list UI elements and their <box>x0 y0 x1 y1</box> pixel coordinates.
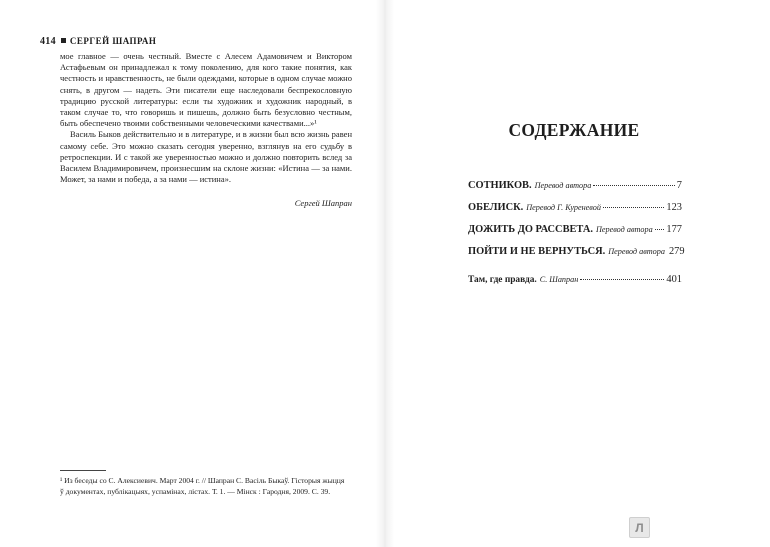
toc-entry-page: 123 <box>666 202 682 213</box>
toc-entry-translator: Перевод автора <box>534 181 592 190</box>
right-page <box>394 0 770 547</box>
body-text <box>60 51 352 210</box>
toc-entry[interactable] <box>468 180 682 202</box>
toc-entry-title: Там, где правда. <box>468 275 537 285</box>
toc-entry-translator: Перевод автора <box>608 247 665 256</box>
toc-entry-translator: С. Шапран <box>539 275 579 284</box>
dot-leader <box>655 229 665 230</box>
toc-entry[interactable] <box>468 202 682 224</box>
book-gutter <box>376 0 394 547</box>
dot-leader <box>603 207 664 208</box>
toc-entry-title: СОТНИКОВ. <box>468 180 532 191</box>
left-page <box>0 0 380 547</box>
running-title: СЕРГЕЙ ШАПРАН <box>69 36 157 46</box>
toc-entry-title: ДОЖИТЬ ДО РАССВЕТА. <box>468 224 593 235</box>
table-of-contents <box>468 180 685 296</box>
footnote-line: ў документах, публікацыях, успамінах, лістах. Т. 1. — Мінск : Гародня, 2009. С. 39. <box>60 486 331 496</box>
litres-logo-icon <box>629 517 650 538</box>
toc-entry-title: ОБЕЛИСК. <box>468 202 524 213</box>
toc-entry[interactable] <box>468 274 682 296</box>
dot-leader <box>580 279 664 280</box>
running-head <box>40 36 156 47</box>
footnote-line: ¹ Из беседы со С. Алексиевич. Март 2004 г. // Шапран С. Васіль Быкаў. Гісторыя жыцця <box>60 476 345 485</box>
toc-entry-title: ПОЙТИ И НЕ ВЕРНУТЬСЯ. <box>468 246 606 257</box>
square-bullet-icon <box>61 38 66 43</box>
watermark-letter: Л <box>635 520 644 535</box>
toc-entry-page: 7 <box>676 180 682 191</box>
toc-entry-page: 177 <box>666 224 682 235</box>
footnote <box>60 476 352 497</box>
author-signature: Сергей Шапран <box>294 198 352 209</box>
toc-entry-page: 401 <box>666 274 682 285</box>
toc-entry-translator: Перевод Г. Куреневой <box>526 203 601 212</box>
toc-title: СОДЕРЖАНИЕ <box>508 120 640 140</box>
toc-entry[interactable] <box>468 246 685 268</box>
toc-entry[interactable] <box>468 224 682 246</box>
body-paragraph: Василь Быков действительно и в литературе, и в жизни был всю жизнь равен самому себе. Это можно сказать сегодня уверенно, взглянув на его судьбу в ретроспекции. И с такой же уверенностью можно и должно повторить вслед за Василем Владимировичем, произнесшим на склоне жизни: «Истина — за нами. Может, за нами и победа, а за нами — истина». <box>60 129 352 185</box>
page-number: 414 <box>40 36 56 47</box>
toc-entry-translator: Перевод автора <box>595 225 653 234</box>
footnote-divider <box>60 470 106 471</box>
toc-entry-page: 279 <box>668 246 685 257</box>
dot-leader <box>593 185 674 186</box>
body-paragraph: мое главное — очень честный. Вместе с Алесем Адамовичем и Виктором Астафьевым он принадлежал к тому поколению, для кого такие понятия, как честность и нравственность, не были одеждами, которые в одном случае можно снять, в другом — надеть. Эти писатели еще наследовали беспрекословную традицию русской литературы: если ты художник и художник народный, в таком случае то, что говоришь и пишешь, должно быть безусловно честным, быть обеспечено твоими собственными человеческими качествами...»¹ <box>60 51 352 129</box>
